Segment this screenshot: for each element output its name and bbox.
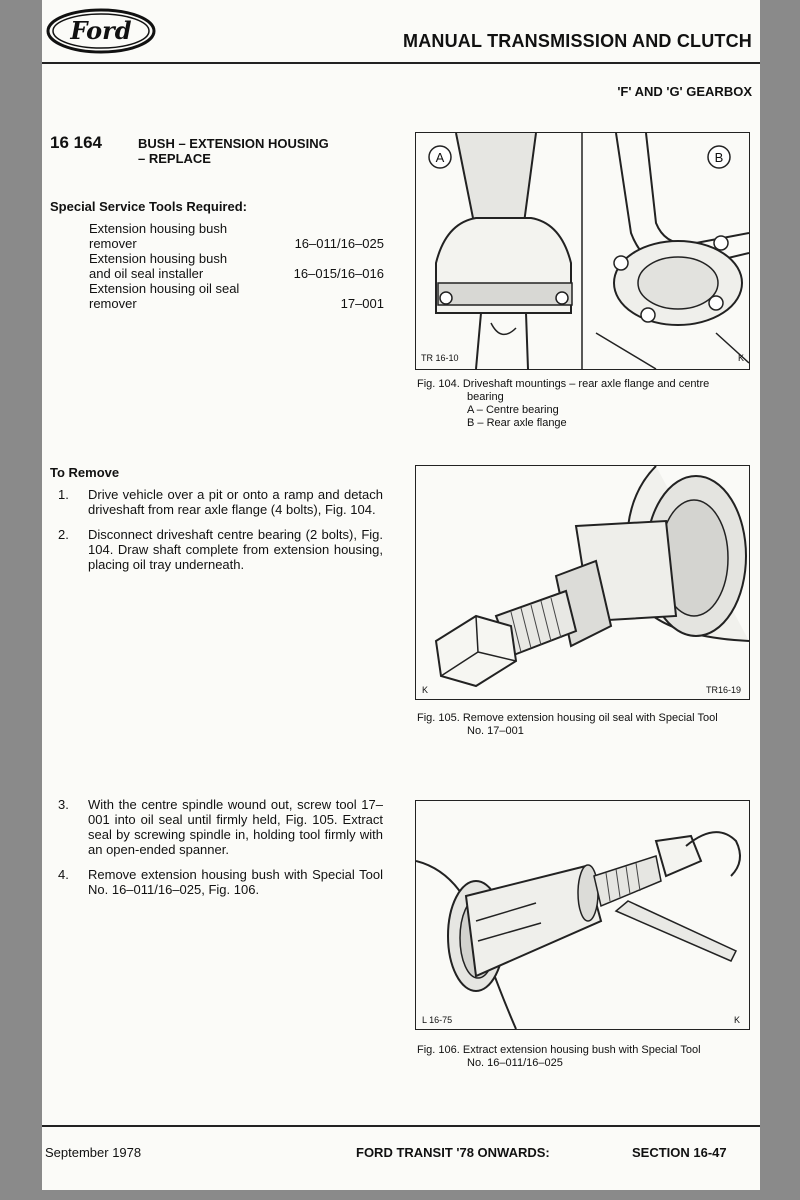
- callout-b: B: [714, 150, 724, 165]
- caption-line: bearing: [467, 391, 504, 403]
- header-rule: [42, 62, 760, 64]
- tools-list: [89, 221, 384, 311]
- oil-seal-removal-illustration: [416, 466, 749, 699]
- step-number: 1.: [58, 487, 69, 502]
- figure-ref-right: K: [734, 1015, 741, 1025]
- step-item: [50, 797, 383, 857]
- remove-heading: To Remove: [50, 465, 120, 480]
- ford-logo-text: Ford: [70, 16, 132, 45]
- figure-104: [415, 132, 750, 370]
- caption-line: A – Centre bearing: [467, 404, 559, 416]
- step-text: Drive vehicle over a pit or onto a ramp and detach driveshaft from rear axle flange (4 bolts), Fig. 104.: [88, 487, 383, 517]
- figure-105-caption: [417, 712, 752, 738]
- caption-line: Fig. 106. Extract extension housing bush with Special Tool: [417, 1044, 701, 1056]
- figure-106-caption: [417, 1044, 752, 1070]
- figure-104-caption: [417, 378, 752, 430]
- driveshaft-mountings-illustration: [416, 133, 749, 369]
- step-text: Disconnect driveshaft centre bearing (2 bolts), Fig. 104. Draw shaft complete from extension housing, placing oil tray underneath.: [88, 527, 383, 572]
- step-number: 2.: [58, 527, 69, 542]
- section-title: [138, 136, 329, 166]
- caption-line: No. 16–011/16–025: [467, 1057, 563, 1069]
- footer-section-ref: SECTION 16-47: [632, 1145, 727, 1160]
- step-number: 3.: [58, 797, 69, 812]
- figure-ref-left: K: [422, 685, 429, 695]
- figure-ref-right: K: [738, 353, 745, 363]
- section-title-line1: BUSH – EXTENSION HOUSING: [138, 136, 329, 151]
- footer-rule: [42, 1125, 760, 1127]
- caption-line: Fig. 105. Remove extension housing oil seal with Special Tool: [417, 712, 718, 724]
- section-number: 16 164: [50, 133, 102, 152]
- tool-code: 16–015/16–016: [293, 266, 384, 281]
- step-text: Remove extension housing bush with Special Tool No. 16–011/16–025, Fig. 106.: [88, 867, 383, 897]
- page-subheader: 'F' AND 'G' GEARBOX: [617, 84, 752, 99]
- step-item: [50, 867, 383, 897]
- tool-item: [89, 221, 384, 251]
- bush-extraction-illustration: [416, 801, 749, 1029]
- tool-name: Extension housing oil seal remover: [89, 281, 240, 311]
- section-title-line2: – REPLACE: [138, 151, 211, 166]
- tools-heading: Special Service Tools Required:: [50, 199, 247, 214]
- caption-line: No. 17–001: [467, 725, 524, 737]
- figure-ref-left: TR 16-10: [421, 353, 459, 363]
- step-number: 4.: [58, 867, 69, 882]
- tool-name: Extension housing bush remover: [89, 221, 228, 251]
- callout-a: A: [435, 150, 445, 165]
- tool-item: [89, 251, 384, 281]
- tool-code: 17–001: [340, 296, 384, 311]
- caption-line: B – Rear axle flange: [467, 417, 567, 429]
- remove-steps-group-1: [50, 487, 383, 582]
- remove-steps-group-2: [50, 797, 383, 907]
- figure-106: [415, 800, 750, 1030]
- tool-code: 16–011/16–025: [294, 236, 384, 251]
- figure-ref-left: L 16-75: [422, 1015, 453, 1025]
- step-item: [50, 527, 383, 572]
- footer-publication: FORD TRANSIT '78 ONWARDS:: [356, 1145, 550, 1160]
- tool-name: Extension housing bush and oil seal installer: [89, 251, 228, 281]
- figure-ref-right: TR16-19: [706, 685, 742, 695]
- page-header-title: MANUAL TRANSMISSION AND CLUTCH: [403, 31, 752, 51]
- tool-item: [89, 281, 384, 311]
- figure-105: [415, 465, 750, 700]
- ford-logo: [46, 8, 156, 54]
- step-item: [50, 487, 383, 517]
- step-text: With the centre spindle wound out, screw tool 17–001 into oil seal until firmly held, Fig. 105. Extract seal by screwing spindle in, holding tool firmly with an open-ended spanner.: [88, 797, 383, 857]
- manual-page: [42, 0, 760, 1190]
- caption-line: Fig. 104. Driveshaft mountings – rear axle flange and centre: [417, 378, 710, 390]
- footer-date: September 1978: [45, 1145, 142, 1160]
